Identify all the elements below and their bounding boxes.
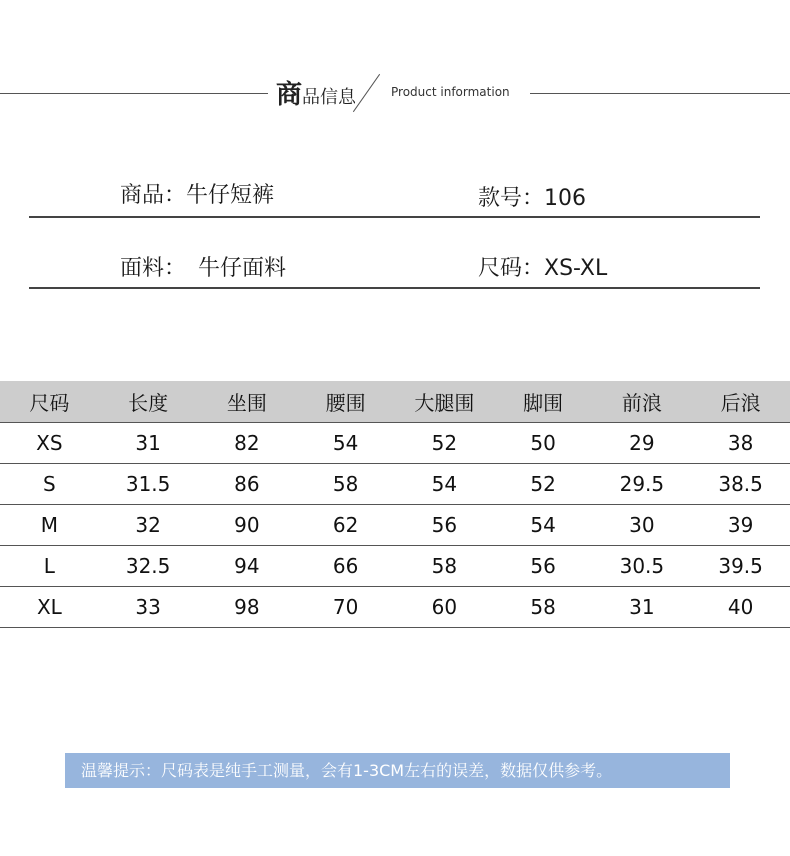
info-divider-2: [29, 287, 760, 289]
table-cell: 52: [494, 464, 593, 505]
table-cell: 31.5: [99, 464, 198, 505]
table-cell: 56: [494, 546, 593, 587]
size-chart-header-row: [0, 381, 790, 423]
table-cell: 30.5: [593, 546, 692, 587]
fabric-label: 面料：: [120, 256, 187, 281]
style-value: 106: [544, 186, 587, 211]
header-cell: 腰围: [296, 381, 395, 423]
header-rule-left: [0, 93, 268, 94]
table-row: [0, 464, 790, 505]
table-cell: 58: [296, 464, 395, 505]
section-subtitle: Product information: [391, 85, 510, 99]
table-cell: 56: [395, 505, 494, 546]
table-cell: 54: [395, 464, 494, 505]
table-cell: 50: [494, 423, 593, 464]
table-row: [0, 587, 790, 628]
table-row: [0, 505, 790, 546]
header-cell: 后浪: [691, 381, 790, 423]
table-row: [0, 423, 790, 464]
header-cell: 大腿围: [395, 381, 494, 423]
table-cell: 52: [395, 423, 494, 464]
product-value: 牛仔短裤: [186, 183, 275, 208]
table-cell: 39.5: [691, 546, 790, 587]
table-row: [0, 546, 790, 587]
fabric-row: [120, 251, 286, 282]
section-title: [276, 74, 356, 111]
product-name-row: [120, 178, 274, 209]
size-chart-table: [0, 381, 790, 628]
table-cell: 54: [296, 423, 395, 464]
table-cell: 70: [296, 587, 395, 628]
table-cell: 39: [691, 505, 790, 546]
table-cell: 32: [99, 505, 198, 546]
table-cell: 82: [198, 423, 297, 464]
table-cell: 29.5: [593, 464, 692, 505]
table-cell: 29: [593, 423, 692, 464]
table-cell: 31: [99, 423, 198, 464]
section-title-first-char: 商: [276, 80, 303, 110]
table-cell: 30: [593, 505, 692, 546]
size-range-label: 尺码：: [478, 256, 545, 281]
table-cell: 62: [296, 505, 395, 546]
measurement-tip-banner: 温馨提示：尺码表是纯手工测量，会有1-3CM左右的误差，数据仅供参考。: [65, 753, 730, 788]
header-rule-right: [530, 93, 790, 94]
table-cell: 90: [198, 505, 297, 546]
table-cell: 40: [691, 587, 790, 628]
table-cell: 66: [296, 546, 395, 587]
table-cell: 38.5: [691, 464, 790, 505]
style-label: 款号：: [478, 186, 545, 211]
size-range-value: XS-XL: [544, 256, 608, 281]
fabric-value: 牛仔面料: [198, 256, 287, 281]
style-number-row: [478, 181, 586, 212]
table-cell: 94: [198, 546, 297, 587]
header-cell: 前浪: [593, 381, 692, 423]
product-label: 商品：: [120, 183, 187, 208]
table-cell: 38: [691, 423, 790, 464]
table-cell: L: [0, 546, 99, 587]
header-cell: 坐围: [198, 381, 297, 423]
table-cell: XL: [0, 587, 99, 628]
header-cell: 尺码: [0, 381, 99, 423]
table-cell: 33: [99, 587, 198, 628]
table-cell: XS: [0, 423, 99, 464]
table-cell: S: [0, 464, 99, 505]
table-cell: M: [0, 505, 99, 546]
section-title-rest: 品信息: [302, 87, 357, 108]
size-range-row: [478, 251, 607, 282]
table-cell: 58: [494, 587, 593, 628]
table-cell: 98: [198, 587, 297, 628]
table-cell: 54: [494, 505, 593, 546]
table-cell: 86: [198, 464, 297, 505]
table-cell: 58: [395, 546, 494, 587]
table-cell: 60: [395, 587, 494, 628]
header-cell: 长度: [99, 381, 198, 423]
table-cell: 32.5: [99, 546, 198, 587]
info-divider-1: [29, 216, 760, 218]
header-slash-divider: [353, 74, 380, 112]
table-cell: 31: [593, 587, 692, 628]
header-cell: 脚围: [494, 381, 593, 423]
